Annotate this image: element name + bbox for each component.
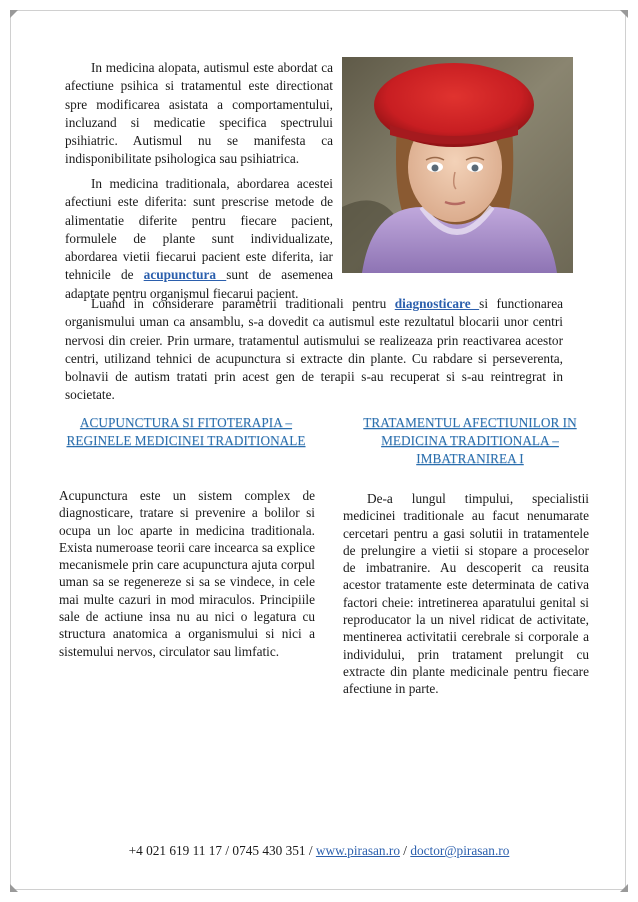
heading-line: TRATAMENTUL AFECTIUNILOR IN (363, 415, 577, 430)
paragraph-text: si functionarea organismului uman ca ansamblu, s-a dovedit ca autismul este rezultatul blocarii unor centri nervosi din creier. Prin urmare, tratamentul autismului se realizeaza prin reactivarea acestor centri, utilizand tehnici de acupunctura si extracte din plante. Cu rabdare si perseverenta, bolnavii de autism tratati prin acest gen de terapii s-au recuperat si s-au reintregrat in societate. (65, 296, 564, 403)
heading-line: IMBATRANIREA I (416, 451, 524, 466)
heading-line: MEDICINA TRADITIONALA – (381, 433, 559, 448)
heading-acupunctura-fitoterapia[interactable] (58, 414, 314, 450)
child-photo-image (342, 57, 573, 273)
intro-paragraph-3 (65, 295, 563, 405)
heading-line: ACUPUNCTURA SI FITOTERAPIA – (79, 415, 293, 430)
acupunctura-link[interactable]: acupunctura (143, 267, 227, 283)
paragraph-text: sunt de asemenea adaptate pentru organismul fiecarui pacient. (65, 267, 333, 301)
email-link[interactable]: doctor@pirasan.ro (410, 843, 510, 858)
footer-contact (0, 843, 638, 859)
intro-paragraph-2 (65, 175, 333, 303)
child-photo (342, 57, 573, 273)
imbatranirea-body: De-a lungul timpului, specialistii medicinei traditionale au facut nenumarate cercetari pentru a gasi solutii in tratamentele de prelungire a vietii si stopare a proceselor de imbatranire. Au descoperit ca reusita acestor tratamente este determinata de cativa factori cheie: intretinerea aparatului genital si reproducator la un nivel ridicat de activitate, mentinerea activitatii cerebrale si corporale a individului, prin tratament prelungit cu extracte din plante medicinale pentru fiecare afectiune in parte. (343, 491, 589, 697)
acupunctura-body: Acupunctura este un sistem complex de diagnosticare, tratare si prevenire a bolilor si ocupa un loc aparte in medicina traditionala. Exista numeroase teorii care incearca sa explice mecanismele prin care acupunctura ajuta corpul uman sa se regenereze si sa se vindece, in cele mai multe cazuri in mod miraculos. Principiile sale de actiune insa nu au nici o legatura cu structura anatomica a organismului si nici a sistemului nervos, circulator sau limfatic. (59, 488, 315, 659)
website-link[interactable]: www.pirasan.ro (315, 843, 400, 858)
heading-tratamentul-afectiunilor[interactable] (342, 414, 598, 468)
intro-paragraph-1: In medicina alopata, autismul este abordat ca afectiune psihica si tratamentul este directionat spre modificarea asistata a comportamentului, incluzand si medicatie specifica spectrului psihiatric. Autismul nu se manifesta ca indisponibilitate psihologica sau psihiatrica. (65, 60, 333, 167)
diagnosticare-link[interactable]: diagnosticare (394, 296, 480, 311)
separator: / (399, 843, 411, 858)
paragraph-text: In medicina traditionala, abordarea acestei afectiuni este diferita: sunt prescrise metode de alimentatie diferite pentru fiecare pacient, formulele de plante sunt individualizate, abordarea vietii fiecarui pacient este diferita, iar tehnicile de (65, 176, 333, 283)
heading-line: REGINELE MEDICINEI TRADITIONALE (66, 433, 306, 448)
paragraph-text: Luand in considerare parametrii traditionali pentru (91, 296, 395, 311)
phone-numbers: +4 021 619 11 17 / 0745 430 351 / (128, 843, 316, 858)
